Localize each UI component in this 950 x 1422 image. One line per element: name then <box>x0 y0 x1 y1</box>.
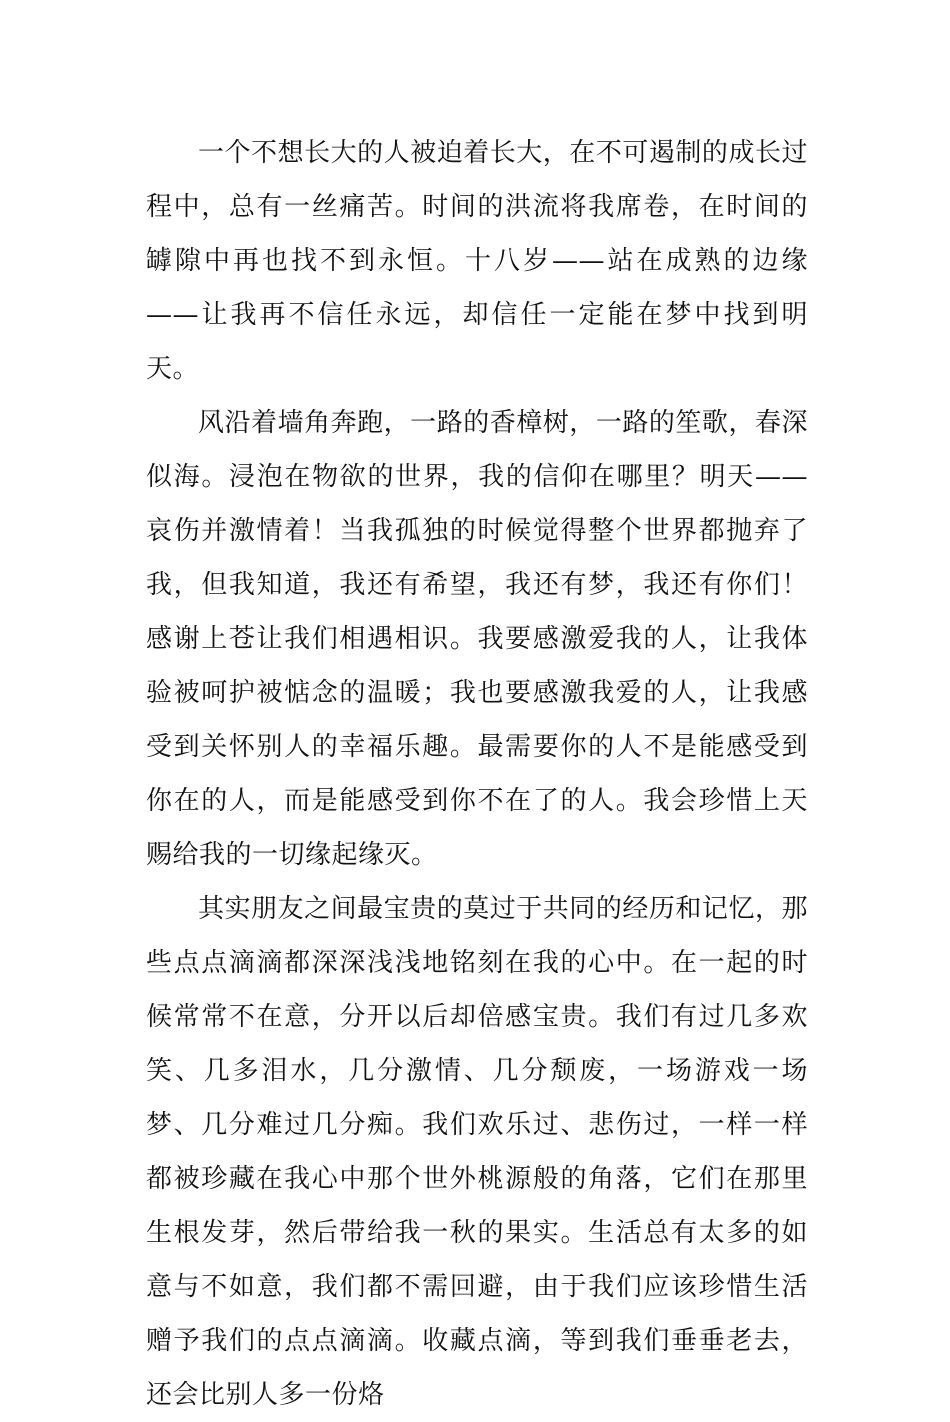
paragraph-1: 一个不想长大的人被迫着长大，在不可遏制的成长过程中，总有一丝痛苦。时间的洪流将我席卷，在时间的罅隙中再也找不到永恒。十八岁——站在成熟的边缘——让我再不信任永远，却信任一定能在梦中找到明天。 <box>146 138 808 384</box>
paragraph-3: 其实朋友之间最宝贵的莫过于共同的经历和记忆，那些点点滴滴都深深浅浅地铭刻在我的心中。在一起的时候常常不在意，分开以后却倍感宝贵。我们有过几多欢笑、几多泪水，几分激情、几分颓废，一场游戏一场梦、几分难过几分痴。我们欢乐过、悲伤过，一样一样都被珍藏在我心中那个世外桃源般的角落，它们在那里生根发芽，然后带给我一秋的果实。生活总有太多的如意与不如意，我们都不需回避，由于我们应该珍惜生活赠予我们的点点滴滴。收藏点滴，等到我们垂垂老去，还会比别人多一份烙 <box>146 894 808 1410</box>
paragraph-2: 风沿着墙角奔跑，一路的香樟树，一路的笙歌，春深似海。浸泡在物欲的世界，我的信仰在哪里？明天——哀伤并激情着！当我孤独的时候觉得整个世界都抛弃了我，但我知道，我还有希望，我还有梦，我还有你们！感谢上苍让我们相遇相识。我要感激爱我的人，让我体验被呵护被惦念的温暖；我也要感激我爱的人，让我感受到关怀别人的幸福乐趣。最需要你的人不是能感受到你在的人，而是能感受到你不在了的人。我会珍惜上天赐给我的一切缘起缘灭。 <box>146 408 808 870</box>
document-body <box>146 126 808 1422</box>
